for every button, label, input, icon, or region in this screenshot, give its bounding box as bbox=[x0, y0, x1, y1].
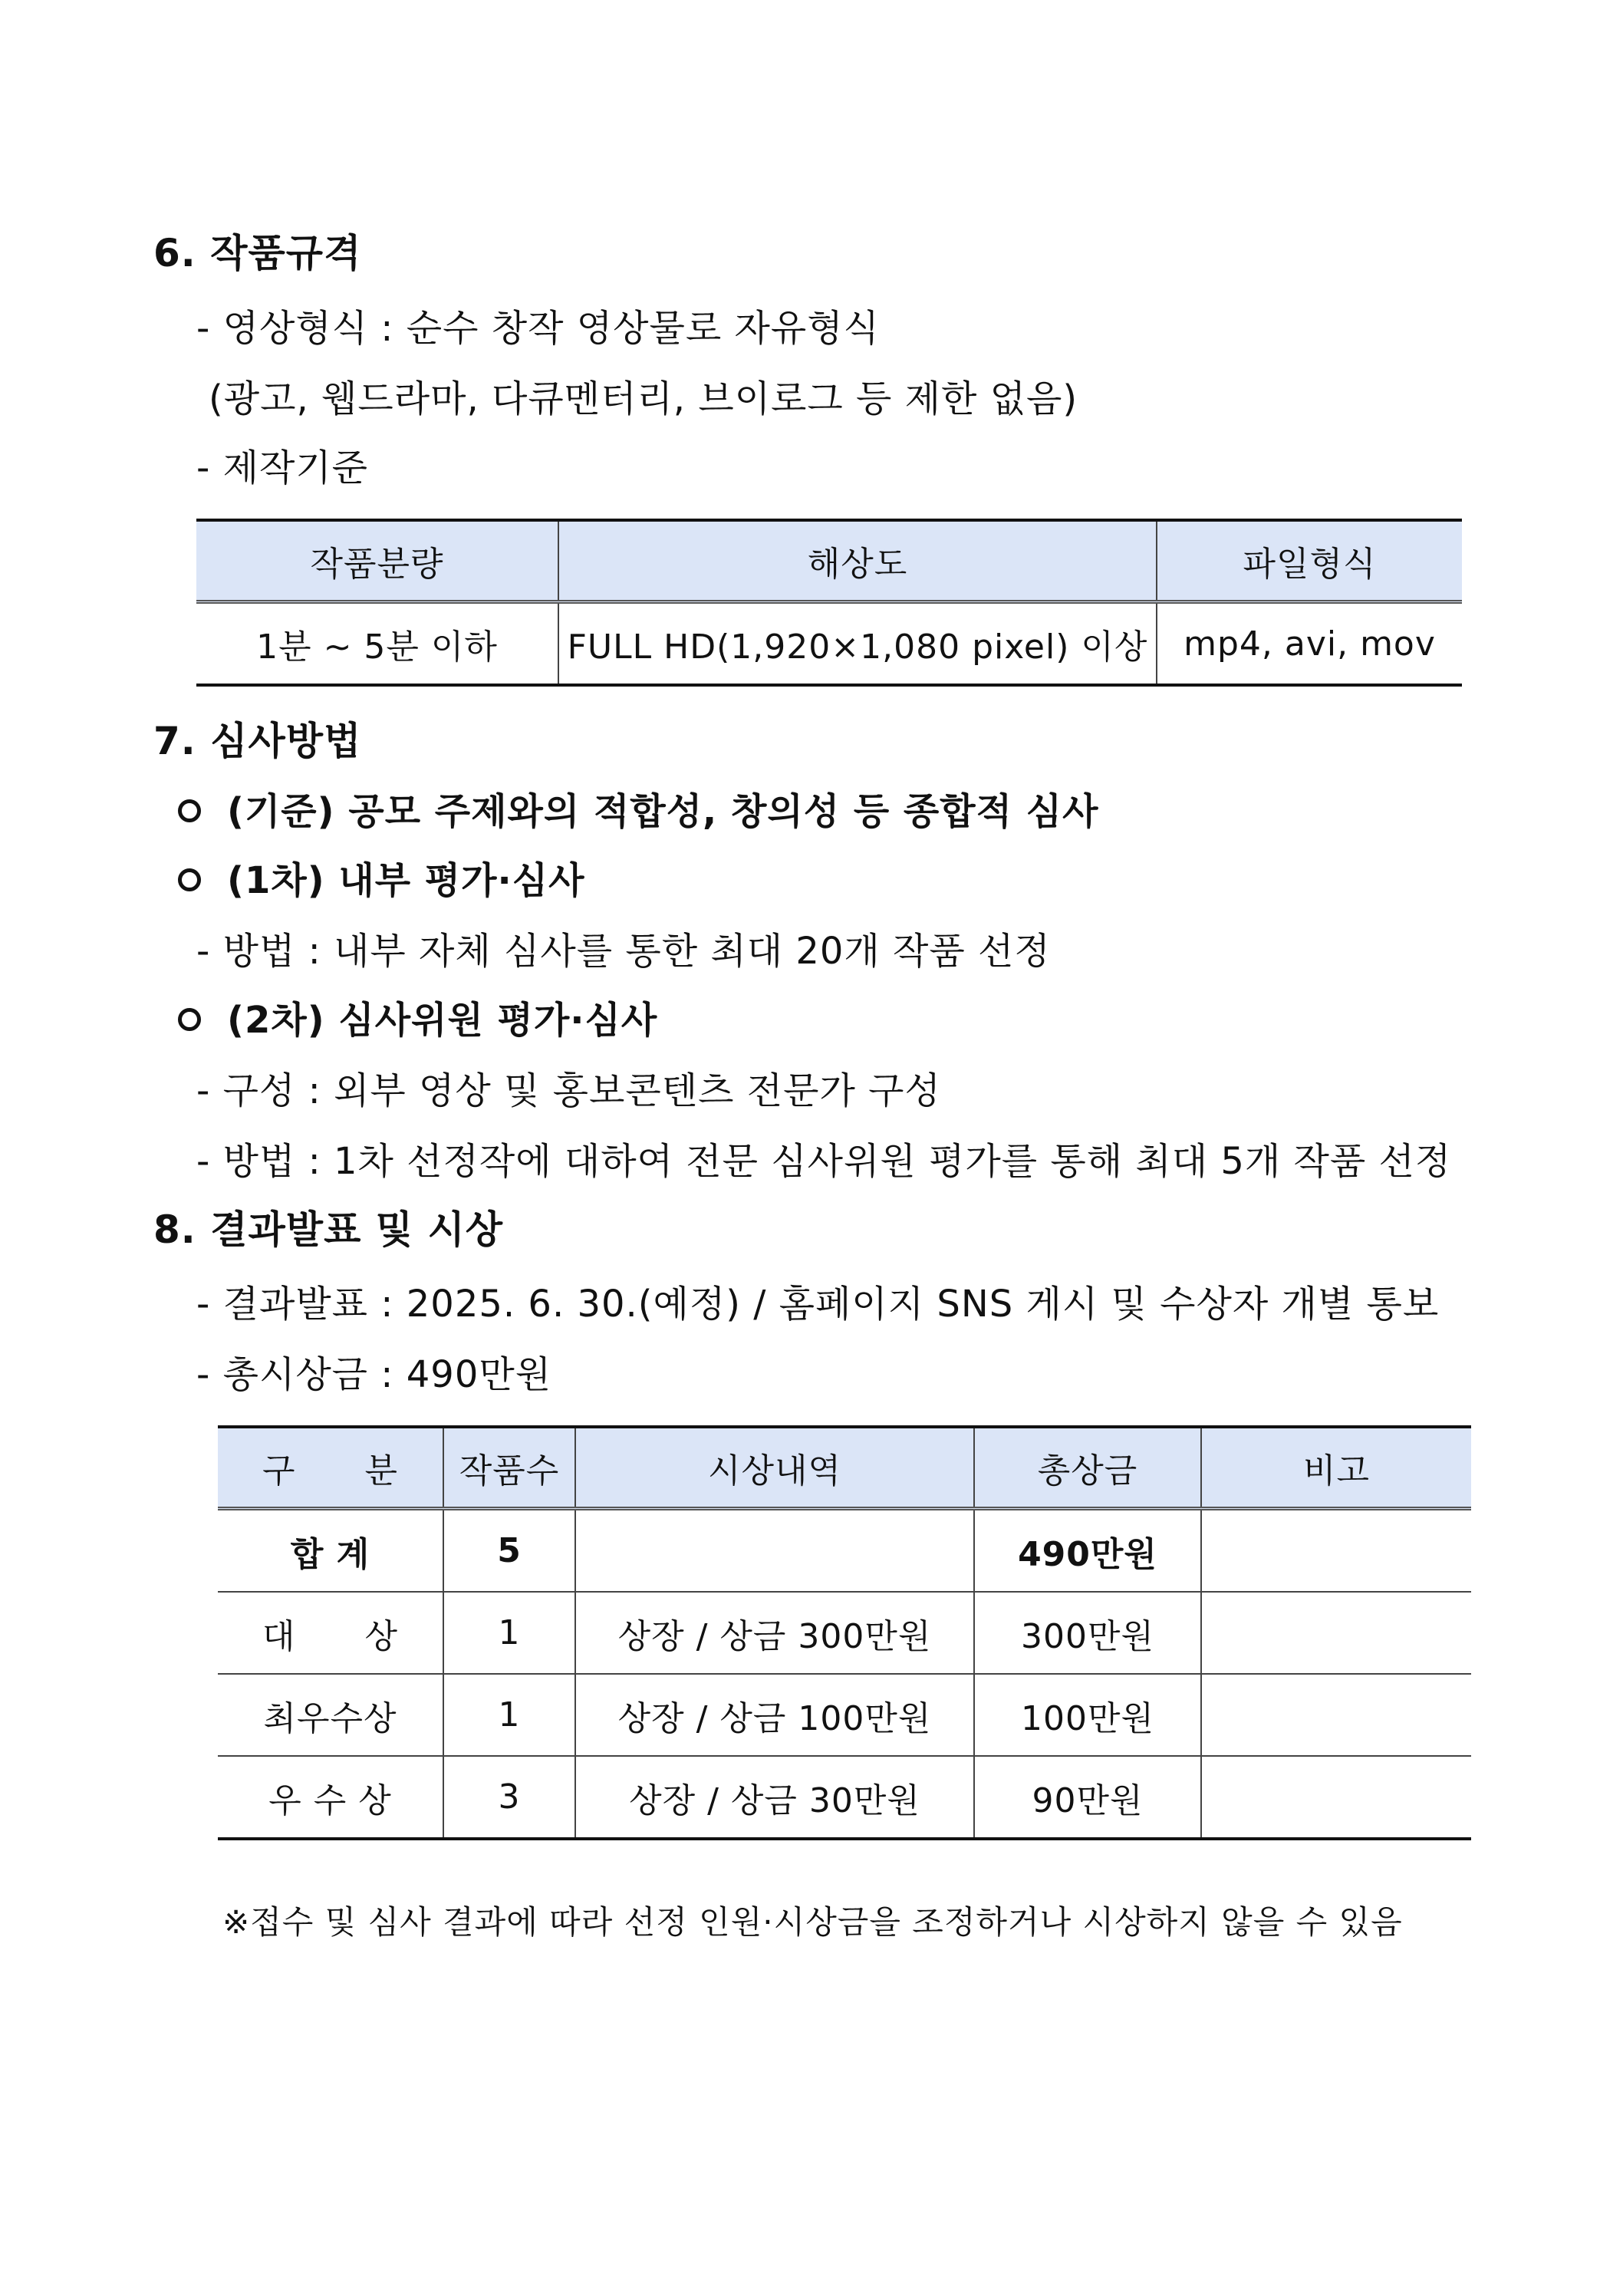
award-row-total bbox=[218, 1509, 1471, 1593]
award-cell-details bbox=[575, 1509, 974, 1593]
award-cell-details: 상장 / 상금 300만원 bbox=[575, 1592, 974, 1674]
award-cell-remarks bbox=[1201, 1674, 1471, 1756]
award-cell-remarks bbox=[1201, 1509, 1471, 1593]
award-cell-details: 상장 / 상금 100만원 bbox=[575, 1674, 974, 1756]
award-table bbox=[218, 1425, 1471, 1840]
award-cell-category: 대 상 bbox=[218, 1592, 443, 1674]
award-cell-total-prize: 300만원 bbox=[974, 1592, 1201, 1674]
award-cell-category: 우 수 상 bbox=[268, 1780, 392, 1820]
spec-table-header-row bbox=[196, 520, 1462, 602]
circle-bullet-icon bbox=[178, 1008, 201, 1031]
second-round-composition: - 구성 : 외부 영상 및 홍보콘텐츠 전문가 구성 bbox=[196, 1069, 941, 1112]
award-cell-count: 1 bbox=[443, 1674, 575, 1756]
award-cell-count: 3 bbox=[443, 1756, 575, 1839]
award-header-count: 작품수 bbox=[443, 1427, 575, 1509]
spec-header-file-format: 파일형식 bbox=[1157, 520, 1462, 602]
spec-file-format-value: mp4, avi, mov bbox=[1157, 602, 1462, 686]
award-row-merit bbox=[218, 1756, 1471, 1839]
second-round-text: (2차) 심사위원 평가·심사 bbox=[227, 999, 658, 1042]
spec-header-resolution: 해상도 bbox=[558, 520, 1157, 602]
award-cell-category: 합 계 bbox=[218, 1509, 443, 1593]
circle-bullet-icon bbox=[178, 799, 201, 822]
award-cell-count: 5 bbox=[443, 1509, 575, 1593]
review-criteria-text: (기준) 공모 주제와의 적합성, 창의성 등 종합적 심사 bbox=[227, 790, 1099, 833]
award-header-category: 구 분 bbox=[218, 1427, 443, 1509]
award-cell-category: 최우수상 bbox=[218, 1674, 443, 1756]
result-announcement-line: - 결과발표 : 2025. 6. 30.(예정) / 홈페이지 SNS 게시 및 수상자 개별 통보 bbox=[196, 1283, 1440, 1326]
total-prize-line: - 총시상금 : 490만원 bbox=[196, 1353, 552, 1396]
award-cell-total-prize: 490만원 bbox=[974, 1509, 1201, 1593]
first-round-item bbox=[178, 858, 585, 904]
award-header-total-prize: 총상금 bbox=[974, 1427, 1201, 1509]
award-header-remarks: 비고 bbox=[1201, 1427, 1471, 1509]
section-6-heading: 6. 작품규격 bbox=[153, 231, 362, 275]
award-adjustment-note: ※접수 및 심사 결과에 따라 선정 인원·시상금을 조정하거나 시상하지 않을 수 있음 bbox=[222, 1903, 1403, 1941]
review-criteria-item bbox=[178, 789, 1098, 835]
section-8-heading: 8. 결과발표 및 시상 bbox=[153, 1207, 504, 1252]
award-row-grand-prize bbox=[218, 1592, 1471, 1674]
award-cell-total-prize: 90만원 bbox=[974, 1756, 1201, 1839]
circle-bullet-icon bbox=[178, 868, 201, 891]
award-cell-details: 상장 / 상금 30만원 bbox=[575, 1756, 974, 1839]
video-format-examples: (광고, 웹드라마, 다큐멘터리, 브이로그 등 제한 없음) bbox=[209, 377, 1078, 420]
second-round-item bbox=[178, 997, 657, 1043]
first-round-method: - 방법 : 내부 자체 심사를 통한 최대 20개 작품 선정 bbox=[196, 930, 1051, 973]
award-cell-total-prize: 100만원 bbox=[974, 1674, 1201, 1756]
award-cell-count: 1 bbox=[443, 1592, 575, 1674]
award-cell-remarks bbox=[1201, 1756, 1471, 1839]
spec-resolution-value: FULL HD(1,920×1,080 pixel) 이상 bbox=[558, 602, 1157, 686]
spec-duration-value: 1분 ~ 5분 이하 bbox=[256, 628, 498, 667]
production-criteria-label: - 제작기준 bbox=[196, 446, 369, 489]
spec-table bbox=[196, 519, 1462, 687]
second-round-method: - 방법 : 1차 선정작에 대하여 전문 심사위원 평가를 통해 최대 5개 작품 선정 bbox=[196, 1140, 1452, 1183]
spec-header-duration: 작품분량 bbox=[196, 520, 558, 602]
award-cell-remarks bbox=[1201, 1592, 1471, 1674]
award-row-excellence bbox=[218, 1674, 1471, 1756]
section-7-heading: 7. 심사방법 bbox=[153, 719, 362, 763]
video-format-line: - 영상형식 : 순수 창작 영상물로 자유형식 bbox=[196, 307, 880, 350]
award-header-details: 시상내역 bbox=[575, 1427, 974, 1509]
award-table-header-row bbox=[218, 1427, 1471, 1509]
first-round-text: (1차) 내부 평가·심사 bbox=[227, 859, 585, 902]
spec-table-row bbox=[196, 602, 1462, 686]
